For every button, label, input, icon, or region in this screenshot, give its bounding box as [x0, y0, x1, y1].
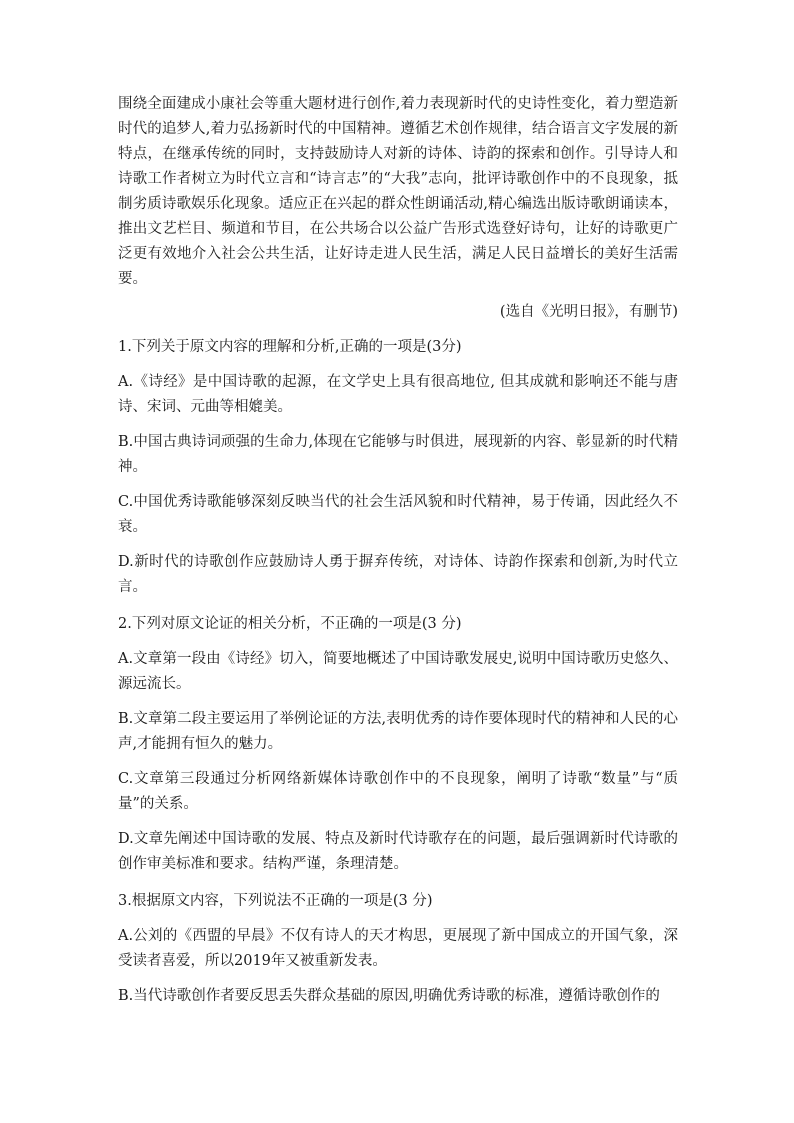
option-a: A.文章第一段由《诗经》切入，简要地概述了中国诗歌发展史,说明中国诗歌历史悠久、源远流长。	[118, 651, 678, 692]
option-d: D.新时代的诗歌创作应鼓励诗人勇于摒弃传统，对诗体、诗韵作探索和创新,为时代立言。	[118, 554, 678, 595]
question-stem: 3.根据原文内容，下列说法不正确的一项是(3 分)	[118, 893, 433, 909]
question-1	[118, 335, 678, 600]
document-page	[118, 92, 678, 1009]
option-b: B.中国古典诗词顽强的生命力,体现在它能够与时俱进，展现新的内容、彰显新的时代精神。	[118, 434, 678, 475]
option-c: C.文章第三段通过分析网络新媒体诗歌创作中的不良现象，阐明了诗歌“数量”与“质量”的关系。	[118, 771, 678, 812]
question-stem: 2.下列对原文论证的相关分析，不正确的一项是(3 分)	[118, 616, 462, 632]
option-b: B.文章第二段主要运用了举例论证的方法,表明优秀的诗作要体现时代的精神和人民的心声,才能拥有恒久的魅力。	[118, 711, 678, 752]
source-citation: (选自《光明日报》，有删节)	[499, 304, 678, 320]
option-c: C.中国优秀诗歌能够深刻反映当代的社会生活风貌和时代精神，易于传诵，因此经久不衰。	[118, 494, 678, 535]
question-2	[118, 612, 678, 877]
question-3	[118, 889, 678, 1009]
option-b: B.当代诗歌创作者要反思丢失群众基础的原因,明确优秀诗歌的标准，遵循诗歌创作的	[118, 988, 660, 1004]
option-a: A.公刘的《西盟的早晨》不仅有诗人的天才构思，更展现了新中国成立的开国气象，深受读者喜爱，所以2019年又被重新发表。	[118, 928, 678, 969]
option-d: D.文章先阐述中国诗歌的发展、特点及新时代诗歌存在的问题，最后强调新时代诗歌的创作审美标准和要求。结构严谨，条理清楚。	[118, 831, 678, 872]
passage-paragraph: 围绕全面建成小康社会等重大题材进行创作,着力表现新时代的史诗性变化，着力塑造新时代的追梦人,着力弘扬新时代的中国精神。遵循艺术创作规律，结合语言文字发展的新特点，在继承传统的同时，支持鼓励诗人对新的诗体、诗韵的探索和创作。引导诗人和诗歌工作者树立为时代立言和“诗言志”的“大我”志向，批评诗歌创作中的不良现象，抵制劣质诗歌娱乐化现象。适应正在兴起的群众性朗诵活动,精心编选出版诗歌朗诵读本，推出文艺栏目、频道和节目，在公共场合以公益广告形式选登好诗句，让好的诗歌更广泛更有效地介入社会公共生活，让好诗走进人民生活，满足人民日益增长的美好生活需要。	[118, 96, 678, 287]
option-a: A.《诗经》是中国诗歌的起源，在文学史上具有很高地位, 但其成就和影响还不能与唐诗、宋词、元曲等相媲美。	[118, 374, 678, 415]
question-stem: 1.下列关于原文内容的理解和分析,正确的一项是(3分)	[118, 339, 462, 355]
